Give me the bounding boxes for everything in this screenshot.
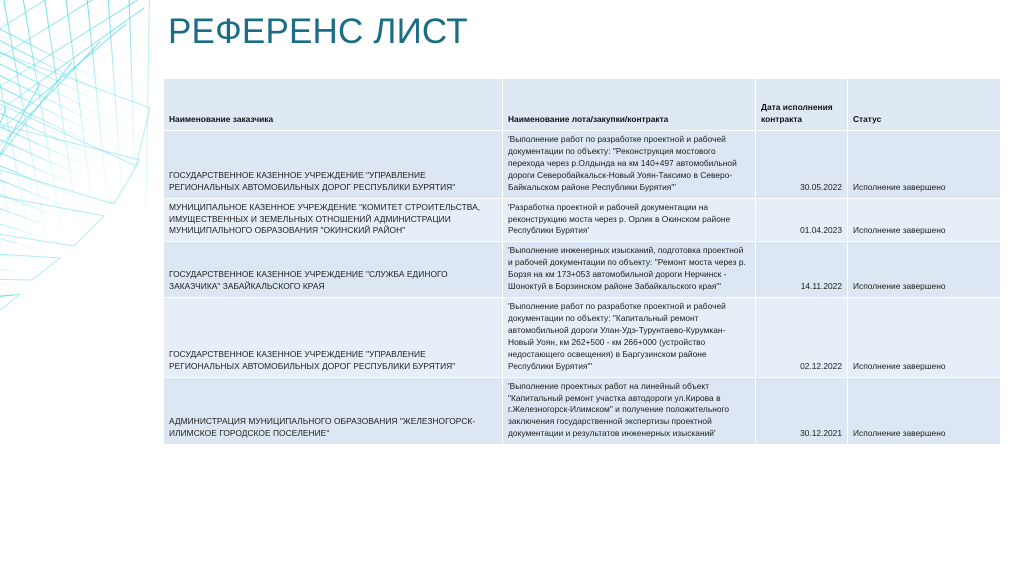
column-header-customer: Наименование заказчика <box>164 79 503 131</box>
row-cell-date: 30.12.2021 <box>756 377 848 445</box>
row-cell-customer: МУНИЦИПАЛЬНОЕ КАЗЕННОЕ УЧРЕЖДЕНИЕ "КОМИТЕТ СТРОИТЕЛЬСТВА, ИМУЩЕСТВЕННЫХ И ЗЕМЕЛЬНЫХ ОТНОШЕНИЙ АДМИНИСТРАЦИИ МУНИЦИПАЛЬНОГО ОБРАЗОВАНИЯ "ОКИНСКИЙ РАЙОН" <box>164 198 503 242</box>
column-header-lot: Наименование лота/закупки/контракта <box>503 79 756 131</box>
reference-list-table <box>163 78 1001 445</box>
row-cell-date: 01.04.2023 <box>756 198 848 242</box>
row-cell-customer: ГОСУДАРСТВЕННОЕ КАЗЕННОЕ УЧРЕЖДЕНИЕ "УПРАВЛЕНИЕ РЕГИОНАЛЬНЫХ АВТОМОБИЛЬНЫХ ДОРОГ РЕСПУБЛИКИ БУРЯТИЯ" <box>164 131 503 199</box>
row-cell-lot: 'Выполнение работ по разработке проектной и рабочей документации по объекту: "Капитальный ремонт автомобильной дороги Улан-Удэ-Турунтаево-Курумкан-Новый Уоян, км 262+500 - км 266+000 (устройство недостающего освещения) в Баргузинском районе Республики Бурятия"' <box>503 298 756 378</box>
page-title: РЕФЕРЕНС ЛИСТ <box>168 12 468 51</box>
row-cell-lot: 'Выполнение проектных работ на линейный объект "Капитальный ремонт участка автодороги ул.Кирова в г.Железногорск-Илимском" и получение положительного заключения государственной экспертизы проектной документации и результатов инженерных изысканий' <box>503 377 756 445</box>
row-cell-date: 14.11.2022 <box>756 242 848 298</box>
row-cell-lot: 'Выполнение работ по разработке проектной и рабочей документации по объекту: "Реконструкция мостового перехода через р.Олдында на км 140+497 автомобильной дороги Северобайкальск-Новый Уоян-Таксимо в Северо-Байкальском районе Республики Бурятия"' <box>503 131 756 199</box>
row-cell-date: 30.05.2022 <box>756 131 848 199</box>
table-header-row <box>164 79 1001 131</box>
row-cell-status: Исполнение завершено <box>848 242 1001 298</box>
column-header-date: Дата исполнения контракта <box>756 79 848 131</box>
table-row <box>164 377 1001 445</box>
row-cell-date: 02.12.2022 <box>756 298 848 378</box>
table-row <box>164 198 1001 242</box>
row-cell-lot: 'Выполнение инженерных изысканий, подготовка проектной и рабочей документации по объекту: "Ремонт моста через р. Борзя на км 173+053 автомобильной дороги Нерчинск - Шоноктуй в Борзинском районе Забайкальского края"' <box>503 242 756 298</box>
row-cell-status: Исполнение завершено <box>848 377 1001 445</box>
row-cell-customer: АДМИНИСТРАЦИЯ МУНИЦИПАЛЬНОГО ОБРАЗОВАНИЯ "ЖЕЛЕЗНОГОРСК-ИЛИМСКОЕ ГОРОДСКОЕ ПОСЕЛЕНИЕ" <box>164 377 503 445</box>
row-cell-status: Исполнение завершено <box>848 131 1001 199</box>
row-cell-customer: ГОСУДАРСТВЕННОЕ КАЗЕННОЕ УЧРЕЖДЕНИЕ "УПРАВЛЕНИЕ РЕГИОНАЛЬНЫХ АВТОМОБИЛЬНЫХ ДОРОГ РЕСПУБЛИКИ БУРЯТИЯ" <box>164 298 503 378</box>
table-body <box>164 131 1001 445</box>
column-header-status: Статус <box>848 79 1001 131</box>
table-row <box>164 242 1001 298</box>
table-header <box>164 79 1001 131</box>
row-cell-status: Исполнение завершено <box>848 198 1001 242</box>
row-cell-status: Исполнение завершено <box>848 298 1001 378</box>
row-cell-lot: 'Разработка проектной и рабочей документации на реконструкцию моста через р. Орлик в Окинском районе Республики Бурятия' <box>503 198 756 242</box>
table-row <box>164 131 1001 199</box>
row-cell-customer: ГОСУДАРСТВЕННОЕ КАЗЕННОЕ УЧРЕЖДЕНИЕ "СЛУЖБА ЕДИНОГО ЗАКАЗЧИКА" ЗАБАЙКАЛЬСКОГО КРАЯ <box>164 242 503 298</box>
table-row <box>164 298 1001 378</box>
